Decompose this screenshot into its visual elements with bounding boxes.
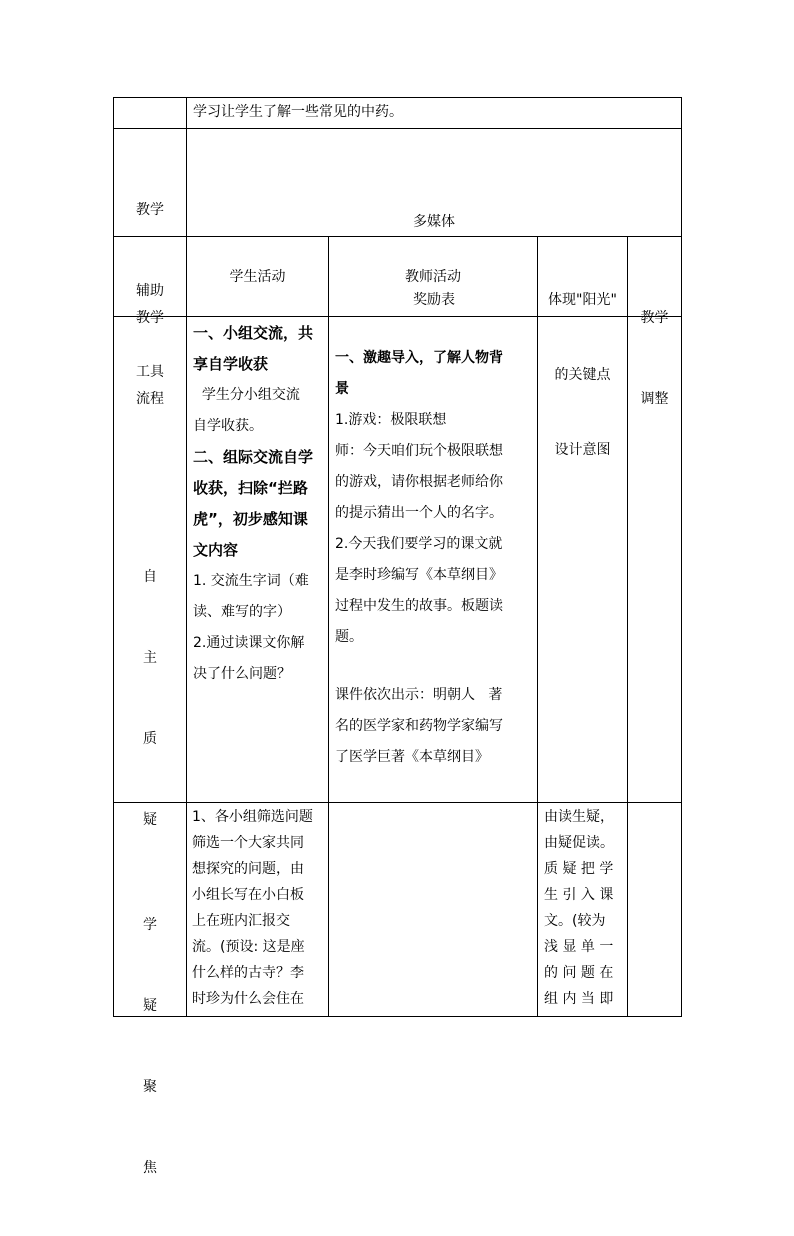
text-line: 文。(较为: [544, 913, 606, 929]
text-line: 名的医学家和药物学家编写: [335, 718, 503, 734]
text-line: 什么样的古寺？李: [192, 965, 304, 981]
text-line: 课件依次出示：明朝人 著: [335, 687, 503, 703]
text-line: 一、激趣导入，了解人物背: [335, 350, 503, 366]
text-line: 师：今天咱们玩个极限联想: [335, 443, 503, 459]
design-intent-header: 体现"阳光" 的关键点 设计意图: [548, 292, 617, 458]
table-rule: [113, 802, 682, 803]
text-line: 1. 交流生字词（难: [193, 573, 309, 589]
text-line: 组 内 当 即: [544, 991, 614, 1007]
text-line: 想探究的问题，由: [192, 861, 304, 877]
adjust-header: 教学 调整: [640, 310, 669, 407]
goal-text: 学习让学生了解一些常见的中药。: [193, 104, 403, 120]
text-line: 学生分小组交流: [193, 387, 300, 403]
text-line: 二、组际交流自学: [193, 448, 314, 466]
flow-header: 教学 流程: [136, 310, 164, 407]
table-rule: [113, 128, 682, 129]
text-line: 上在班内汇报交: [192, 913, 290, 929]
text-line: 享自学收获: [193, 355, 269, 373]
text-line: 由疑促读。: [544, 835, 614, 851]
text-line: 的游戏，请你根据老师给你: [335, 474, 503, 490]
student-activity-header: 学生活动: [229, 269, 286, 285]
text-line: 流。(预设: 这是座: [192, 939, 305, 955]
text-line: 收获，扫除“拦路: [193, 479, 308, 497]
text-line: 2.今天我们要学习的课文就: [335, 536, 503, 552]
text-line: 一、小组交流，共: [193, 324, 314, 342]
text-line: 的 问 题 在: [544, 965, 614, 981]
text-line: 生 引 入 课: [544, 887, 614, 903]
text-line: 质 疑 把 学: [544, 861, 614, 877]
text-line: 是李时珍编写《本草纲目》: [335, 567, 503, 583]
text-line: 1.游戏：极限联想: [335, 412, 447, 428]
text-line: 虎”，初步感知课: [193, 510, 308, 528]
text-line: 过程中发生的故事。板题读: [335, 598, 503, 614]
text-line: 决了什么问题？: [193, 666, 291, 682]
teacher-activity-header: 教师活动: [405, 269, 461, 285]
text-line: 2.通过读课文你解: [193, 635, 305, 651]
text-line: 了医学巨著《本草纲目》: [335, 749, 489, 765]
tool-multimedia: 多媒体: [413, 214, 455, 230]
text-line: 题。: [335, 629, 363, 645]
text-line: 由读生疑，: [544, 809, 614, 825]
text-line: 筛选一个大家共同: [192, 835, 304, 851]
text-line: 景: [335, 381, 349, 397]
tool-reward-chart: 奖励表: [413, 292, 455, 308]
table-border-bottom: [113, 1016, 682, 1017]
section1-label: 自 主 质 疑: [143, 569, 157, 828]
section2-label: 学 疑 聚 焦: [143, 917, 157, 1176]
text-line: 浅 显 单 一: [544, 939, 614, 955]
text-line: 自学收获。: [193, 418, 263, 434]
tools-label: 教学 辅助 工具: [136, 202, 164, 380]
table-border-right: [681, 97, 682, 1017]
text-line: 读、难写的字）: [193, 604, 291, 620]
text-line: 1、各小组筛选问题: [192, 809, 313, 825]
text-line: 小组长写在小白板: [192, 887, 304, 903]
text-line: 时珍为什么会住在: [192, 991, 304, 1007]
text-line: 的提示猜出一个人的名字。: [335, 505, 503, 521]
text-line: 文内容: [193, 541, 239, 559]
